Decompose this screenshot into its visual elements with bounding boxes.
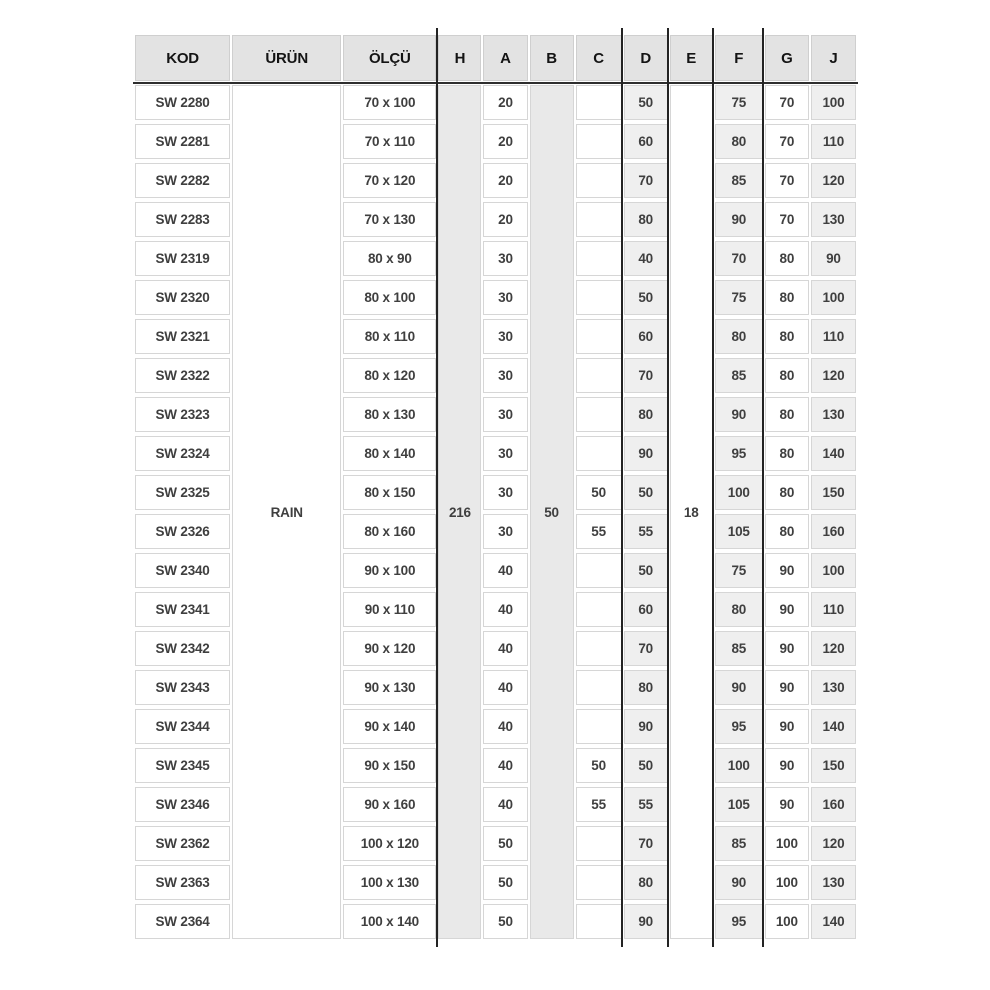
cell-f: 80 bbox=[715, 592, 763, 627]
cell-d: 60 bbox=[624, 124, 668, 159]
cell-c bbox=[576, 241, 622, 276]
cell-olcu: 90 x 150 bbox=[343, 748, 436, 783]
cell-a: 50 bbox=[483, 904, 527, 939]
cell-olcu: 80 x 130 bbox=[343, 397, 436, 432]
cell-kod: SW 2326 bbox=[135, 514, 230, 549]
cell-a: 40 bbox=[483, 670, 527, 705]
cell-j: 120 bbox=[811, 826, 856, 861]
column-header-e: E bbox=[670, 35, 713, 81]
cell-g: 70 bbox=[765, 202, 809, 237]
column-header-urun: ÜRÜN bbox=[232, 35, 341, 81]
cell-olcu: 100 x 140 bbox=[343, 904, 436, 939]
cell-olcu: 80 x 160 bbox=[343, 514, 436, 549]
cell-olcu: 80 x 100 bbox=[343, 280, 436, 315]
cell-j: 130 bbox=[811, 865, 856, 900]
cell-f: 105 bbox=[715, 787, 763, 822]
cell-olcu: 90 x 160 bbox=[343, 787, 436, 822]
cell-g: 80 bbox=[765, 514, 809, 549]
column-header-a: A bbox=[483, 35, 527, 81]
cell-j: 150 bbox=[811, 748, 856, 783]
cell-d: 55 bbox=[624, 514, 668, 549]
cell-g: 90 bbox=[765, 787, 809, 822]
spec-table-wrapper bbox=[133, 31, 862, 943]
cell-d: 60 bbox=[624, 319, 668, 354]
cell-c bbox=[576, 202, 622, 237]
cell-d: 80 bbox=[624, 202, 668, 237]
cell-kod: SW 2346 bbox=[135, 787, 230, 822]
cell-c: 50 bbox=[576, 748, 622, 783]
cell-kod: SW 2362 bbox=[135, 826, 230, 861]
cell-olcu: 90 x 140 bbox=[343, 709, 436, 744]
cell-f: 105 bbox=[715, 514, 763, 549]
cell-olcu: 100 x 130 bbox=[343, 865, 436, 900]
cell-f: 95 bbox=[715, 709, 763, 744]
merged-cell-e: 18 bbox=[670, 85, 713, 939]
cell-a: 50 bbox=[483, 865, 527, 900]
cell-f: 70 bbox=[715, 241, 763, 276]
cell-f: 85 bbox=[715, 631, 763, 666]
cell-g: 80 bbox=[765, 397, 809, 432]
cell-j: 120 bbox=[811, 631, 856, 666]
cell-kod: SW 2341 bbox=[135, 592, 230, 627]
cell-f: 90 bbox=[715, 202, 763, 237]
cell-g: 100 bbox=[765, 826, 809, 861]
cell-j: 150 bbox=[811, 475, 856, 510]
cell-g: 70 bbox=[765, 124, 809, 159]
cell-kod: SW 2344 bbox=[135, 709, 230, 744]
cell-a: 30 bbox=[483, 241, 527, 276]
cell-d: 90 bbox=[624, 436, 668, 471]
cell-g: 80 bbox=[765, 358, 809, 393]
cell-f: 80 bbox=[715, 319, 763, 354]
cell-j: 100 bbox=[811, 553, 856, 588]
cell-d: 50 bbox=[624, 553, 668, 588]
cell-kod: SW 2281 bbox=[135, 124, 230, 159]
cell-kod: SW 2322 bbox=[135, 358, 230, 393]
column-header-c: C bbox=[576, 35, 622, 81]
cell-c bbox=[576, 670, 622, 705]
cell-c: 55 bbox=[576, 514, 622, 549]
cell-olcu: 90 x 120 bbox=[343, 631, 436, 666]
cell-a: 30 bbox=[483, 514, 527, 549]
cell-a: 40 bbox=[483, 748, 527, 783]
cell-olcu: 70 x 130 bbox=[343, 202, 436, 237]
cell-a: 30 bbox=[483, 280, 527, 315]
cell-d: 80 bbox=[624, 397, 668, 432]
cell-d: 55 bbox=[624, 787, 668, 822]
cell-d: 70 bbox=[624, 631, 668, 666]
cell-a: 20 bbox=[483, 124, 527, 159]
column-header-j: J bbox=[811, 35, 856, 81]
cell-g: 70 bbox=[765, 85, 809, 120]
cell-a: 40 bbox=[483, 787, 527, 822]
cell-j: 130 bbox=[811, 202, 856, 237]
cell-j: 90 bbox=[811, 241, 856, 276]
cell-a: 30 bbox=[483, 358, 527, 393]
column-header-g: G bbox=[765, 35, 809, 81]
cell-f: 85 bbox=[715, 826, 763, 861]
cell-j: 140 bbox=[811, 436, 856, 471]
cell-d: 80 bbox=[624, 865, 668, 900]
cell-a: 20 bbox=[483, 85, 527, 120]
cell-kod: SW 2320 bbox=[135, 280, 230, 315]
cell-c: 55 bbox=[576, 787, 622, 822]
cell-kod: SW 2343 bbox=[135, 670, 230, 705]
cell-f: 75 bbox=[715, 85, 763, 120]
cell-olcu: 80 x 150 bbox=[343, 475, 436, 510]
cell-f: 90 bbox=[715, 865, 763, 900]
cell-kod: SW 2282 bbox=[135, 163, 230, 198]
cell-a: 20 bbox=[483, 202, 527, 237]
cell-olcu: 70 x 100 bbox=[343, 85, 436, 120]
cell-kod: SW 2321 bbox=[135, 319, 230, 354]
cell-f: 75 bbox=[715, 280, 763, 315]
cell-g: 80 bbox=[765, 241, 809, 276]
cell-kod: SW 2280 bbox=[135, 85, 230, 120]
cell-f: 95 bbox=[715, 904, 763, 939]
cell-j: 130 bbox=[811, 670, 856, 705]
cell-g: 100 bbox=[765, 904, 809, 939]
cell-f: 85 bbox=[715, 163, 763, 198]
cell-f: 95 bbox=[715, 436, 763, 471]
cell-j: 110 bbox=[811, 592, 856, 627]
cell-g: 90 bbox=[765, 670, 809, 705]
column-header-f: F bbox=[715, 35, 763, 81]
cell-f: 100 bbox=[715, 475, 763, 510]
cell-a: 40 bbox=[483, 553, 527, 588]
cell-c bbox=[576, 319, 622, 354]
column-header-h: H bbox=[438, 35, 481, 81]
cell-olcu: 70 x 120 bbox=[343, 163, 436, 198]
cell-d: 70 bbox=[624, 163, 668, 198]
cell-g: 90 bbox=[765, 592, 809, 627]
cell-c bbox=[576, 163, 622, 198]
cell-c bbox=[576, 904, 622, 939]
cell-d: 50 bbox=[624, 475, 668, 510]
merged-cell-h: 216 bbox=[438, 85, 481, 939]
cell-d: 90 bbox=[624, 709, 668, 744]
cell-a: 40 bbox=[483, 592, 527, 627]
cell-kod: SW 2325 bbox=[135, 475, 230, 510]
cell-f: 85 bbox=[715, 358, 763, 393]
cell-d: 90 bbox=[624, 904, 668, 939]
cell-f: 80 bbox=[715, 124, 763, 159]
cell-c bbox=[576, 85, 622, 120]
cell-c bbox=[576, 280, 622, 315]
cell-c bbox=[576, 397, 622, 432]
cell-g: 100 bbox=[765, 865, 809, 900]
cell-kod: SW 2364 bbox=[135, 904, 230, 939]
cell-kod: SW 2345 bbox=[135, 748, 230, 783]
cell-j: 140 bbox=[811, 709, 856, 744]
cell-a: 30 bbox=[483, 475, 527, 510]
cell-g: 80 bbox=[765, 319, 809, 354]
cell-j: 110 bbox=[811, 124, 856, 159]
column-header-b: B bbox=[530, 35, 574, 81]
column-header-kod: KOD bbox=[135, 35, 230, 81]
cell-f: 90 bbox=[715, 670, 763, 705]
cell-j: 100 bbox=[811, 85, 856, 120]
cell-j: 160 bbox=[811, 514, 856, 549]
cell-kod: SW 2323 bbox=[135, 397, 230, 432]
cell-j: 120 bbox=[811, 358, 856, 393]
column-header-d: D bbox=[624, 35, 668, 81]
cell-j: 130 bbox=[811, 397, 856, 432]
cell-a: 30 bbox=[483, 319, 527, 354]
cell-c bbox=[576, 553, 622, 588]
cell-f: 75 bbox=[715, 553, 763, 588]
cell-olcu: 90 x 130 bbox=[343, 670, 436, 705]
cell-d: 70 bbox=[624, 358, 668, 393]
cell-d: 50 bbox=[624, 280, 668, 315]
cell-olcu: 100 x 120 bbox=[343, 826, 436, 861]
cell-d: 60 bbox=[624, 592, 668, 627]
cell-olcu: 80 x 140 bbox=[343, 436, 436, 471]
cell-olcu: 70 x 110 bbox=[343, 124, 436, 159]
cell-g: 80 bbox=[765, 436, 809, 471]
cell-g: 90 bbox=[765, 709, 809, 744]
cell-c bbox=[576, 709, 622, 744]
cell-olcu: 90 x 110 bbox=[343, 592, 436, 627]
cell-d: 50 bbox=[624, 85, 668, 120]
table-row bbox=[135, 85, 856, 120]
cell-g: 70 bbox=[765, 163, 809, 198]
cell-c bbox=[576, 631, 622, 666]
cell-olcu: 90 x 100 bbox=[343, 553, 436, 588]
cell-a: 30 bbox=[483, 436, 527, 471]
cell-f: 90 bbox=[715, 397, 763, 432]
cell-a: 40 bbox=[483, 631, 527, 666]
cell-a: 40 bbox=[483, 709, 527, 744]
cell-j: 140 bbox=[811, 904, 856, 939]
cell-c bbox=[576, 436, 622, 471]
merged-cell-urun: RAIN bbox=[232, 85, 341, 939]
cell-d: 80 bbox=[624, 670, 668, 705]
cell-d: 70 bbox=[624, 826, 668, 861]
cell-kod: SW 2324 bbox=[135, 436, 230, 471]
cell-d: 40 bbox=[624, 241, 668, 276]
cell-kod: SW 2363 bbox=[135, 865, 230, 900]
cell-d: 50 bbox=[624, 748, 668, 783]
cell-kod: SW 2342 bbox=[135, 631, 230, 666]
cell-g: 80 bbox=[765, 280, 809, 315]
cell-a: 30 bbox=[483, 397, 527, 432]
cell-olcu: 80 x 90 bbox=[343, 241, 436, 276]
cell-a: 50 bbox=[483, 826, 527, 861]
cell-c: 50 bbox=[576, 475, 622, 510]
cell-g: 90 bbox=[765, 553, 809, 588]
cell-g: 80 bbox=[765, 475, 809, 510]
cell-c bbox=[576, 592, 622, 627]
column-header-olcu: ÖLÇÜ bbox=[343, 35, 436, 81]
cell-j: 120 bbox=[811, 163, 856, 198]
cell-a: 20 bbox=[483, 163, 527, 198]
cell-kod: SW 2340 bbox=[135, 553, 230, 588]
cell-olcu: 80 x 110 bbox=[343, 319, 436, 354]
spec-table bbox=[133, 31, 858, 943]
cell-j: 100 bbox=[811, 280, 856, 315]
cell-f: 100 bbox=[715, 748, 763, 783]
cell-olcu: 80 x 120 bbox=[343, 358, 436, 393]
cell-kod: SW 2283 bbox=[135, 202, 230, 237]
header-row bbox=[135, 35, 856, 81]
cell-c bbox=[576, 865, 622, 900]
cell-c bbox=[576, 826, 622, 861]
cell-j: 110 bbox=[811, 319, 856, 354]
cell-g: 90 bbox=[765, 748, 809, 783]
cell-g: 90 bbox=[765, 631, 809, 666]
cell-j: 160 bbox=[811, 787, 856, 822]
cell-c bbox=[576, 124, 622, 159]
cell-c bbox=[576, 358, 622, 393]
cell-kod: SW 2319 bbox=[135, 241, 230, 276]
merged-cell-b: 50 bbox=[530, 85, 574, 939]
